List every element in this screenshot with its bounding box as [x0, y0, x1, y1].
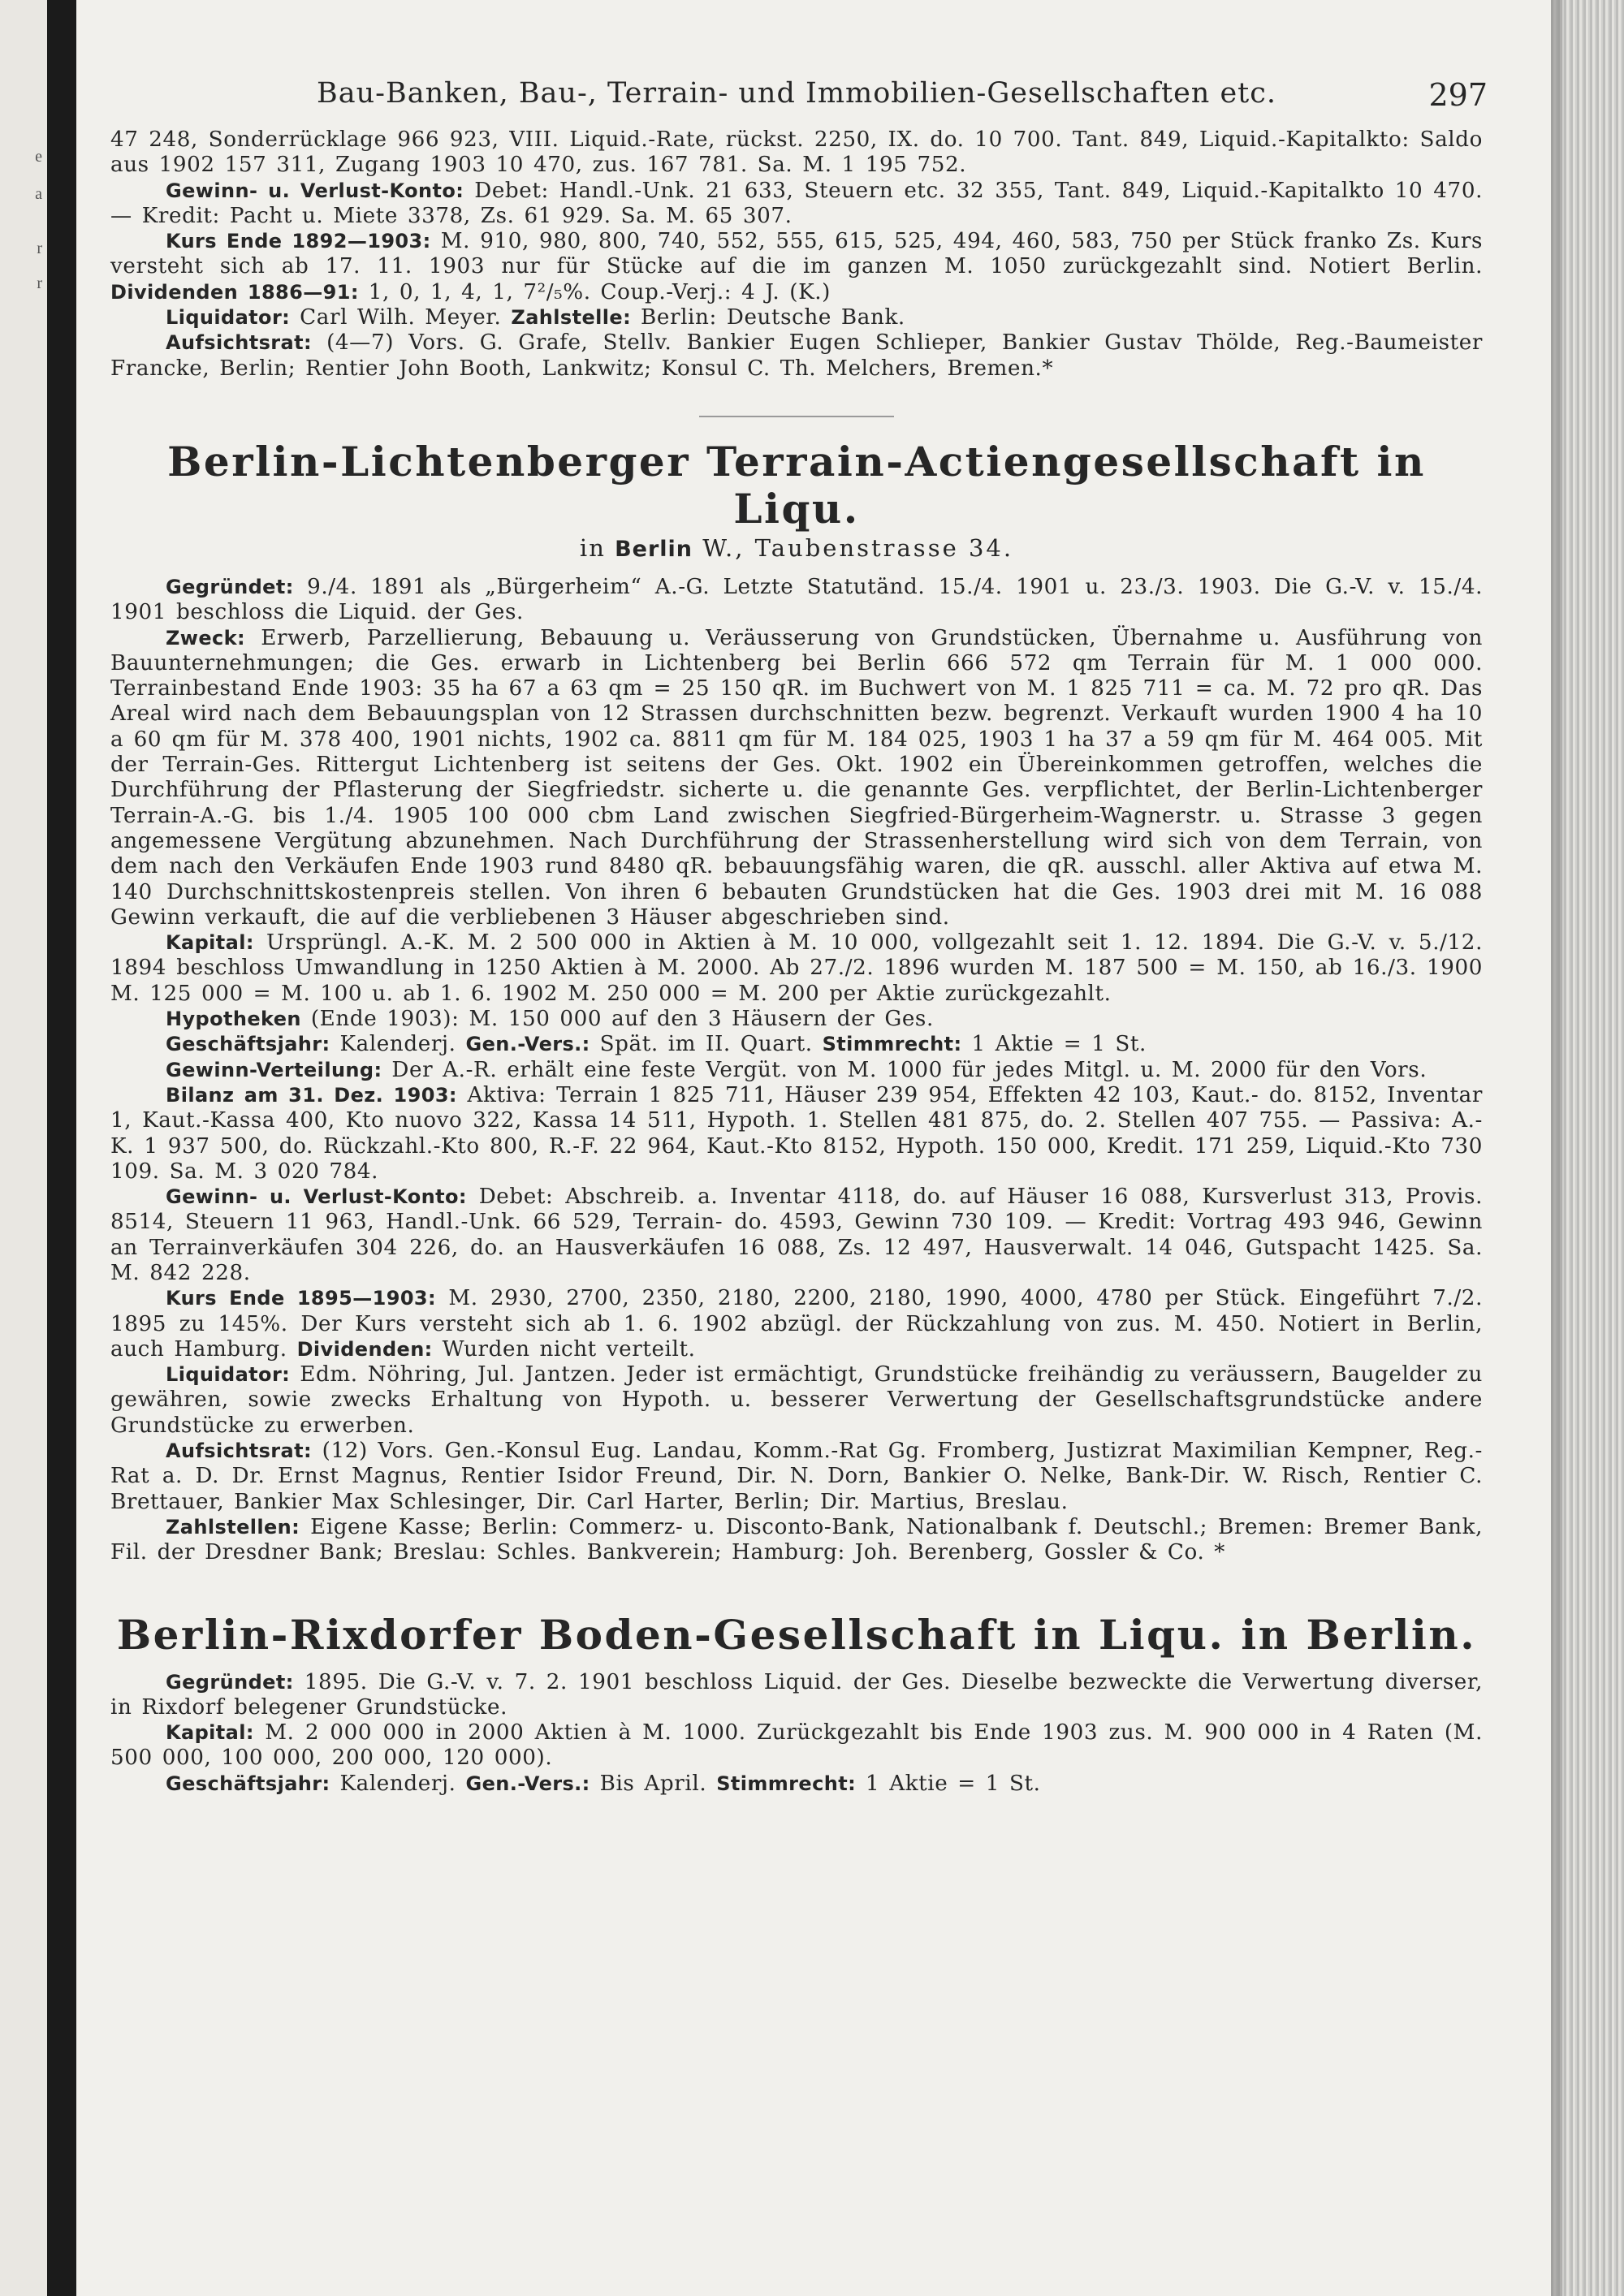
entry-liquidator [110, 1362, 1483, 1439]
right-page-edges [1551, 0, 1624, 2296]
entry-text: (4—7) Vors. G. Grafe, Stellv. Bankier Eugen Schlieper, Bankier Gustav Thölde, Reg.-Baumeister Francke, Berlin; Rentier John Booth, Lankwitz; Konsul C. Th. Melchers, Bremen.* [110, 330, 1483, 381]
entry-label: Stimmrecht: [716, 1772, 857, 1795]
entry-purpose [110, 626, 1483, 931]
entry-label: Zahlstelle: [511, 306, 632, 330]
entry-text: Debet: Abschreib. a. Inventar 4118, do. auf Häuser 16 088, Kursverlust 313, Provis. 8514, Steuern 11 963, Handl.-Unk. 66 529, Terrain- do. 4593, Gewinn 730 109. — Kredit: Vortrag 493 946, Gewinn an Terrainverkäufen 304 226, do. an Hausverkäufen 16 088, Zs. 12 497, Hausverwalt. 14 046, Gutspacht 1425. Sa. M. 842 228. [110, 1185, 1483, 1285]
entry-label: Kapital: [166, 931, 254, 955]
entry-text: M. 2930, 2700, 2350, 2180, 2200, 2180, 1990, 4000, 4780 per Stück. Eingeführt 7./2. 1895 zu 145%. Der Kurs versteht sich ab 1. 6. 1902 abzügl. der Rückzahlung von zus. M. 450. Notiert in Berlin, auch Hamburg. [110, 1286, 1483, 1362]
entry-profit-loss [110, 1185, 1483, 1286]
entry-profit-distribution [110, 1058, 1483, 1083]
page-number: 297 [1428, 77, 1488, 113]
entry-label: Gewinn-Verteilung: [166, 1058, 382, 1081]
entry-label: Stimmrecht: [822, 1033, 962, 1056]
entry-label: Dividenden: [296, 1337, 433, 1361]
entry-text: Kalenderj. [330, 1771, 466, 1796]
running-head [110, 77, 1488, 127]
entry-text: 9./4. 1891 als „Bürgerheim“ A.-G. Letzte Statutänd. 15./4. 1901 u. 23./3. 1903. Die G.-V. v. 15./4. 1901 beschloss die Liquid. der Ges. [110, 574, 1483, 625]
entry-label: Liquidator: [166, 1363, 291, 1387]
entry-label: Geschäftsjahr: [166, 1772, 330, 1795]
margin-char: r [37, 240, 42, 257]
continuation-prices [110, 229, 1483, 305]
entry-text: Erwerb, Parzellierung, Bebauung u. Veräusserung von Grundstücken, Übernahme u. Ausführung von Bauunternehmungen; die Ges. erwarb in Lichtenberg bei Berlin 666 572 qm Terrain für M. 1 000 000. Terrainbestand Ende 1903: 35 ha 67 a 63 qm = 25 150 qR. im Buchwert von M. 1 825 711 = ca. M. 72 pro qR. Das Areal wird nach dem Bebauungsplan von 12 Strassen durchschnitten bezw. begrenzt. Verkauft wurden 1900 4 ha 10 a 60 qm für M. 378 400, 1901 nichts, 1902 ca. 8811 qm für M. 184 025, 1903 1 ha 37 a 59 qm für M. 464 005. Mit der Terrain-Ges. Rittergut Lichtenberg ist seitens der Ges. Okt. 1902 ein Übereinkommen getroffen, welches die Durchführung der Pflasterung der Siegfriedstr. sicherte u. die genannte Ges. verpflichtet, der Berlin-Lichtenberger Terrain-A.-G. bis 1./4. 1905 100 000 cbm Land zwischen Siegfried-Bürgerheim-Wagnerstr. u. Strasse 3 gegen angemessene Vergütung abzunehmen. Nach Durchführung der Strassenherstellung wird sich von dem Terrain, von dem nach den Verkäufen Ende 1903 rund 8480 qR. bebauungsfähig waren, die qR. ausschl. aller Aktiva auf etwa M. 140 Durchschnittskostenpreis stellen. Von ihren 6 bebauten Grundstücken hat die Ges. 1903 drei mit M. 16 088 Gewinn verkauft, die auf die verbliebenen 3 Häuser abgeschrieben sind. [110, 625, 1483, 930]
continuation-board [110, 330, 1483, 382]
margin-char: a [35, 185, 42, 203]
entry-prices [110, 1286, 1483, 1362]
entry-label: Gegründet: [166, 575, 294, 598]
entry-label: Kurs Ende 1895—1903: [166, 1287, 437, 1310]
entry-text: Edm. Nöhring, Jul. Jantzen. Jeder ist ermächtigt, Grundstücke freihändig zu veräussern, Baugelder zu gewähren, sowie zwecks Erhaltung von Hypoth. u. besserer Verwertung der Gesellschaftsgrundstücke andere Grundstücke zu erwerben. [110, 1362, 1483, 1438]
entry-text: Debet: Handl.-Unk. 21 633, Steuern etc. 32 355, Tant. 849, Liquid.-Kapitalkto 10 470. — Kredit: Pacht u. Miete 3378, Zs. 61 929. Sa. M. 65 307. [110, 178, 1483, 228]
continuation-reserves: 47 248, Sonderrücklage 966 923, VIII. Liquid.-Rate, rückst. 2250, IX. do. 10 700. Tant. 849, Liquid.-Kapitalkto: Saldo aus 1902 157 311, Zugang 1903 10 470, zus. 167 781. Sa. M. 1 195 752. [110, 127, 1483, 178]
entry-capital [110, 1720, 1483, 1772]
entry-text: 1 Aktie = 1 St. [961, 1032, 1147, 1057]
entry-label: Kapital: [166, 1721, 254, 1745]
page-content [110, 77, 1488, 1797]
entry-text: Spät. im II. Quart. [590, 1032, 823, 1057]
entry-label: Hypotheken [166, 1008, 301, 1031]
address-prefix: in [579, 533, 615, 562]
entry-label: Geschäftsjahr: [166, 1033, 330, 1056]
entry-label: Gen.-Vers.: [465, 1033, 590, 1056]
entry-text: 1 Aktie = 1 St. [856, 1771, 1041, 1796]
entry-fiscal-year [110, 1032, 1483, 1057]
edge-shade [1551, 0, 1562, 2296]
entry-founded [110, 575, 1483, 626]
entry-text: Der A.-R. erhält eine feste Vergüt. von M. 1000 für jedes Mitgl. u. M. 2000 für den Vors. [382, 1057, 1427, 1082]
running-head-title: Bau-Banken, Bau-, Terrain- und Immobilien-Gesellschaften etc. [317, 77, 1276, 110]
entry-text: Ursprüngl. A.-K. M. 2 500 000 in Aktien à M. 10 000, vollgezahlt seit 1. 12. 1894. Die G.-V. v. 5./12. 1894 beschloss Umwandlung in 1250 Aktien à M. 2000. Ab 27./2. 1896 wurden M. 187 500 = M. 150, ab 16./3. 1900 M. 125 000 = M. 100 u. ab 1. 6. 1902 M. 250 000 = M. 200 per Aktie zurückgezahlt. [110, 930, 1483, 1006]
entry-label: Gen.-Vers.: [465, 1772, 590, 1795]
company-address [110, 534, 1483, 562]
section-divider [699, 416, 894, 417]
entry-balance-sheet [110, 1083, 1483, 1185]
left-page-edge [0, 0, 47, 2296]
company-heading: Berlin-Lichtenberger Terrain-Actiengesellschaft in Liqu. [167, 437, 1426, 533]
entry-text: Aktiva: Terrain 1 825 711, Häuser 239 954, Effekten 42 103, Kaut.- do. 8152, Inventar 1, Kaut.-Kassa 400, Kto nuovo 322, Kassa 14 511, Hypoth. 1. Stellen 481 875, do. 2. Stellen 407 755. — Passiva: A.-K. 1 937 500, do. Rückzahl.-Kto 800, R.-F. 22 964, Kaut.-Kto 8152, Hypoth. 150 000, Kredit. 171 259, Liquid.-Kto 730 109. Sa. M. 3 020 784. [110, 1082, 1483, 1184]
book-page [76, 0, 1551, 2296]
entry-text: M. 910, 980, 800, 740, 552, 555, 615, 525, 494, 460, 583, 750 per Stück franko Zs. Kurs versteht sich ab 17. 11. 1903 nur für Stücke auf die im ganzen M. 1050 zurückgezahlt sind. Notiert Berlin. [110, 229, 1483, 279]
entry-label: Gegründet: [166, 1670, 294, 1694]
entry-label: Gewinn- u. Verlust-Konto: [166, 179, 464, 202]
entry-text: Berlin: Deutsche Bank. [631, 305, 905, 330]
entry-board [110, 1439, 1483, 1515]
continuation-liquidator [110, 305, 1483, 330]
address-city: Berlin [615, 536, 693, 562]
entry-label: Zweck: [166, 626, 246, 650]
entry-mortgages [110, 1007, 1483, 1032]
entry-label: Aufsichtsrat: [166, 1439, 312, 1463]
entry-text: Kalenderj. [330, 1032, 466, 1057]
margin-char: e [35, 148, 42, 166]
entry-text: Bis April. [590, 1771, 717, 1796]
entry-label: Liquidator: [166, 306, 291, 330]
address-street: W., Taubenstrasse 34. [693, 533, 1014, 562]
book-gutter [47, 0, 76, 2296]
entry-label: Dividenden 1886—91: [110, 280, 359, 304]
entry-label: Kurs Ende 1892—1903: [166, 230, 431, 253]
company-heading: Berlin-Rixdorfer Boden-Gesellschaft in Liqu. in Berlin. [116, 1610, 1477, 1659]
entry-text: 1895. Die G.-V. v. 7. 2. 1901 beschloss Liquid. der Ges. Dieselbe bezweckte die Verwertung diverser, in Rixdorf belegener Grundstücke. [110, 1669, 1483, 1720]
entry-text: Eigene Kasse; Berlin: Commerz- u. Disconto-Bank, Nationalbank f. Deutschl.; Bremen: Bremer Bank, Fil. der Dresdner Bank; Breslau: Schles. Bankverein; Hamburg: Joh. Berenberg, Gossler & Co. * [110, 1514, 1483, 1565]
entry-paying-agents [110, 1515, 1483, 1566]
margin-char: r [37, 274, 42, 292]
entry-fiscal-year [110, 1772, 1483, 1797]
entry-text: Carl Wilh. Meyer. [290, 305, 512, 330]
entry-text: (12) Vors. Gen.-Konsul Eug. Landau, Komm.-Rat Gg. Fromberg, Justizrat Maximilian Kempner, Reg.-Rat a. D. Dr. Ernst Magnus, Rentier Isidor Freund, Dir. N. Dorn, Bankier O. Nelke, Bank-Dir. W. Risch, Rentier C. Brettauer, Bankier Max Schlesinger, Dir. Carl Harter, Berlin; Dir. Martius, Breslau. [110, 1439, 1483, 1514]
entry-text: Wurden nicht verteilt. [432, 1336, 696, 1362]
entry-capital [110, 930, 1483, 1007]
entry-label: Aufsichtsrat: [166, 331, 312, 355]
entry-label: Gewinn- u. Verlust-Konto: [166, 1185, 467, 1209]
entry-label: Bilanz am 31. Dez. 1903: [166, 1083, 457, 1107]
entry-text: 1, 0, 1, 4, 1, 7²/₅%. Coup.-Verj.: 4 J. (K.) [358, 279, 831, 304]
entry-text: M. 2 000 000 in 2000 Aktien à M. 1000. Zurückgezahlt bis Ende 1903 zus. M. 900 000 in 4 Raten (M. 500 000, 100 000, 200 000, 120 000). [110, 1720, 1483, 1771]
entry-text: (Ende 1903): M. 150 000 auf den 3 Häusern der Ges. [300, 1007, 934, 1032]
continuation-profit-loss [110, 179, 1483, 230]
entry-founded [110, 1670, 1483, 1721]
entry-label: Zahlstellen: [166, 1515, 300, 1539]
